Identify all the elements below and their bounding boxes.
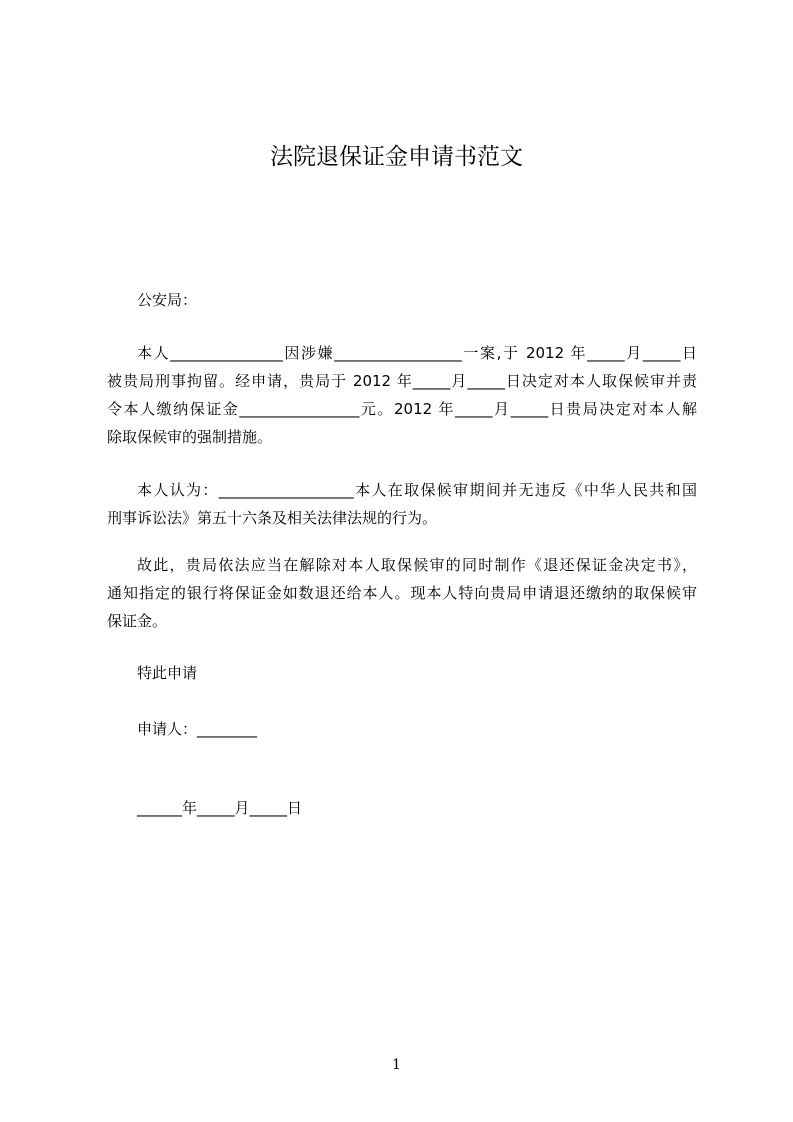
paragraph-line: 本人认为：__________________本人在取保候审期间并无违反《中华人民共和国: [137, 481, 697, 499]
date-line: ______年_____月_____日: [137, 799, 303, 817]
paragraph-line: 令本人缴纳保证金________________元。2012 年_____月_____日贵局决定对本人解: [107, 400, 697, 418]
paragraph-line: 刑事诉讼法》第五十六条及相关法律法规的行为。: [107, 509, 438, 527]
closing-text: 特此申请: [137, 664, 198, 682]
paragraph-line: 故此，贵局依法应当在解除对本人取保候审的同时制作《退还保证金决定书》，: [137, 556, 697, 574]
salutation: 公安局：: [137, 291, 198, 309]
paragraph-line: 本人_______________因涉嫌_________________一案,于 2012 年_____月_____日: [137, 344, 697, 362]
paragraph-line: 被贵局刑事拘留。经申请，贵局于 2012 年_____月_____日决定对本人取保候审并责: [107, 372, 697, 390]
paragraph-line: 通知指定的银行将保证金如数退还给本人。现本人特向贵局申请退还缴纳的取保候审: [107, 584, 697, 602]
page-number: 1: [392, 1057, 401, 1073]
applicant-line: 申请人：________: [137, 720, 258, 738]
paragraph-line: 除取保候审的强制措施。: [107, 428, 273, 446]
paragraph-line: 保证金。: [107, 612, 168, 630]
document-title: 法院退保证金申请书范文: [270, 144, 523, 170]
